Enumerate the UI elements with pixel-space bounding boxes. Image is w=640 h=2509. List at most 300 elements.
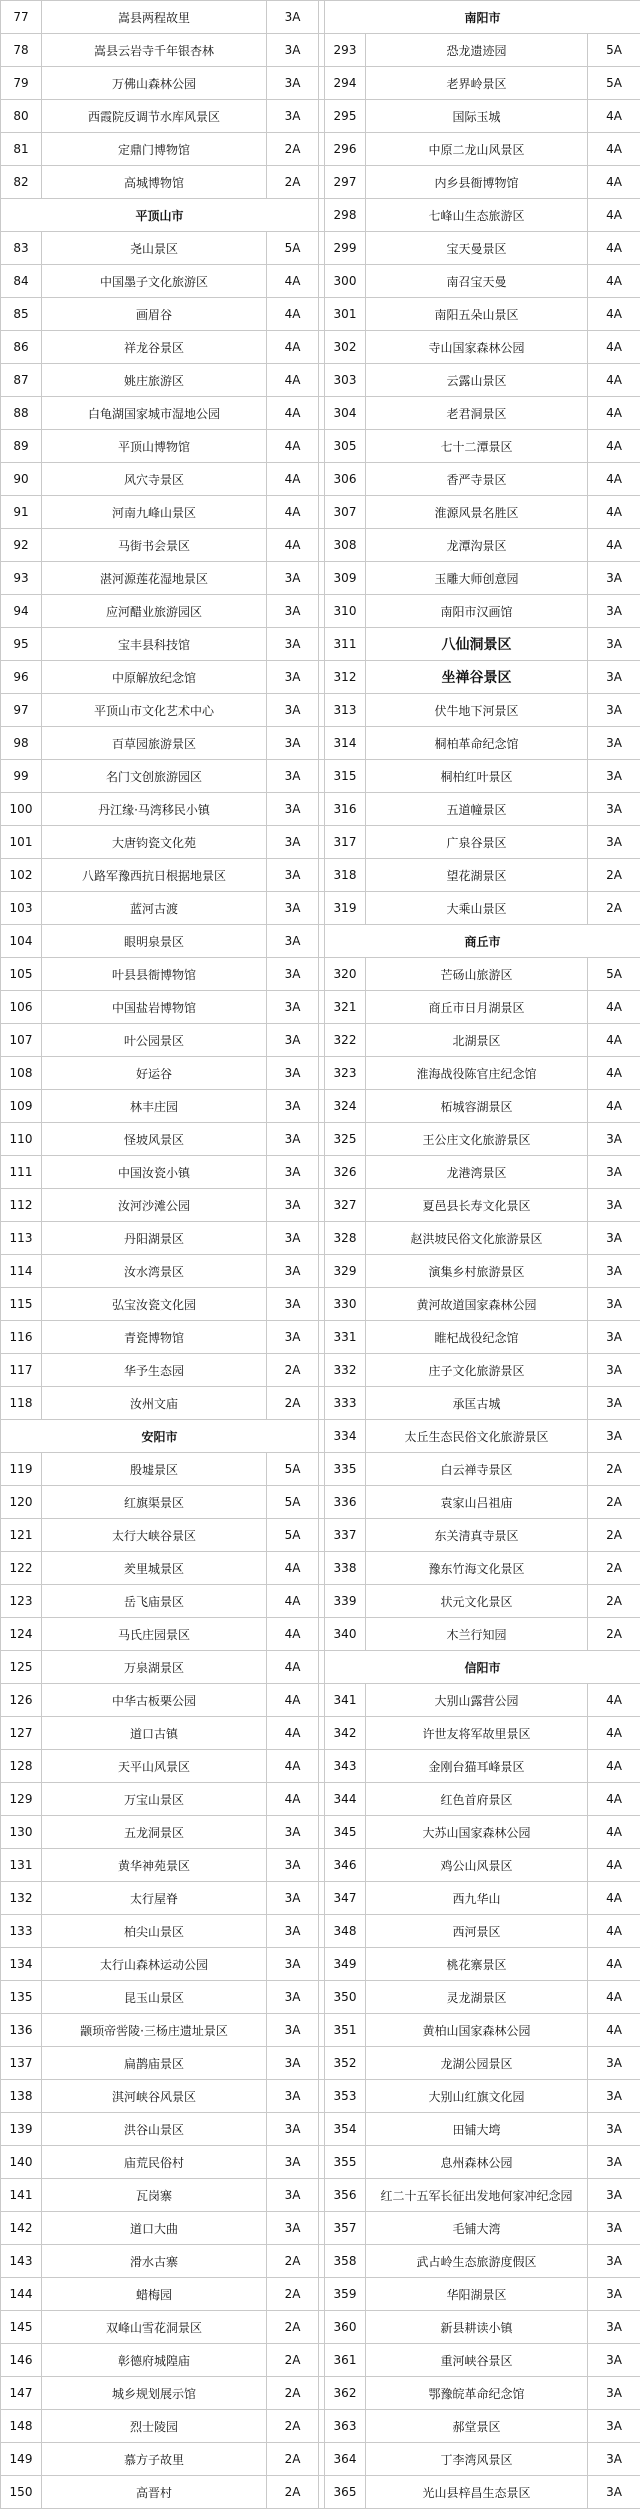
table-row <box>1 1816 640 1849</box>
row-number: 150 <box>1 2476 42 2509</box>
row-number: 349 <box>325 1948 366 1981</box>
table-row <box>1 2113 640 2146</box>
scenic-spot-level: 3A <box>267 1 319 34</box>
table-row <box>1 925 640 958</box>
scenic-spot-level: 3A <box>267 1981 319 2014</box>
scenic-spot-level: 3A <box>588 2278 640 2311</box>
scenic-spot-level: 3A <box>267 991 319 1024</box>
row-number: 94 <box>1 595 42 628</box>
table-row <box>1 1255 640 1288</box>
scenic-spot-name: 彰德府城隍庙 <box>42 2344 267 2377</box>
table-row <box>1 298 640 331</box>
row-number: 111 <box>1 1156 42 1189</box>
table-row <box>1 2311 640 2344</box>
row-number: 99 <box>1 760 42 793</box>
row-number: 128 <box>1 1750 42 1783</box>
scenic-spot-level: 4A <box>588 265 640 298</box>
scenic-spot-name: 风穴寺景区 <box>42 463 267 496</box>
scenic-spot-level: 3A <box>588 2080 640 2113</box>
scenic-spot-level: 4A <box>588 430 640 463</box>
scenic-spot-name: 龙湖公园景区 <box>366 2047 588 2080</box>
scenic-spot-level: 4A <box>588 1717 640 1750</box>
row-number: 314 <box>325 727 366 760</box>
row-number: 105 <box>1 958 42 991</box>
row-number: 297 <box>325 166 366 199</box>
scenic-spot-level: 2A <box>267 1354 319 1387</box>
scenic-spot-level: 4A <box>267 529 319 562</box>
table-row <box>1 1651 640 1684</box>
row-number: 138 <box>1 2080 42 2113</box>
table-row <box>1 1585 640 1618</box>
scenic-spot-level: 2A <box>588 859 640 892</box>
city-header: 安阳市 <box>1 1420 319 1453</box>
row-number: 346 <box>325 1849 366 1882</box>
scenic-spot-level: 4A <box>588 1057 640 1090</box>
scenic-spot-level: 2A <box>267 2410 319 2443</box>
scenic-spot-name: 状元文化景区 <box>366 1585 588 1618</box>
scenic-spot-level: 2A <box>267 2278 319 2311</box>
table-row <box>1 2047 640 2080</box>
scenic-spot-name: 华予生态园 <box>42 1354 267 1387</box>
scenic-spot-name: 东关清真寺景区 <box>366 1519 588 1552</box>
row-number: 80 <box>1 100 42 133</box>
row-number: 139 <box>1 2113 42 2146</box>
row-number: 359 <box>325 2278 366 2311</box>
scenic-spot-name: 昆玉山景区 <box>42 1981 267 2014</box>
row-number: 356 <box>325 2179 366 2212</box>
scenic-spot-level: 3A <box>267 2080 319 2113</box>
scenic-spot-name: 万佛山森林公园 <box>42 67 267 100</box>
scenic-spot-level: 3A <box>267 1948 319 1981</box>
scenic-spot-level: 4A <box>588 1948 640 1981</box>
scenic-spot-name: 赵洪坡民俗文化旅游景区 <box>366 1222 588 1255</box>
scenic-spot-level: 4A <box>267 1585 319 1618</box>
row-number: 309 <box>325 562 366 595</box>
scenic-spot-name: 鸡公山风景区 <box>366 1849 588 1882</box>
scenic-spot-level: 3A <box>588 595 640 628</box>
scenic-spot-level: 2A <box>267 133 319 166</box>
scenic-spot-level: 2A <box>267 2344 319 2377</box>
scenic-spot-level: 3A <box>267 2014 319 2047</box>
scenic-spot-level: 3A <box>267 2212 319 2245</box>
row-number: 149 <box>1 2443 42 2476</box>
row-number: 82 <box>1 166 42 199</box>
scenic-spot-level: 3A <box>267 925 319 958</box>
row-number: 133 <box>1 1915 42 1948</box>
row-number: 325 <box>325 1123 366 1156</box>
row-number: 134 <box>1 1948 42 1981</box>
scenic-spot-name: 光山县梓昌生态景区 <box>366 2476 588 2509</box>
table-row <box>1 529 640 562</box>
scenic-spot-name: 中原二龙山风景区 <box>366 133 588 166</box>
scenic-spot-level: 3A <box>588 760 640 793</box>
scenic-spot-level: 4A <box>588 1915 640 1948</box>
table-row <box>1 2212 640 2245</box>
row-number: 324 <box>325 1090 366 1123</box>
scenic-spot-level: 4A <box>267 1783 319 1816</box>
table-row <box>1 2410 640 2443</box>
scenic-spot-level: 3A <box>588 2311 640 2344</box>
scenic-spot-name: 望花湖景区 <box>366 859 588 892</box>
row-number: 93 <box>1 562 42 595</box>
scenic-spot-level: 4A <box>588 1684 640 1717</box>
scenic-spot-level: 3A <box>588 727 640 760</box>
scenic-spot-level: 4A <box>267 364 319 397</box>
scenic-spot-name: 演集乡村旅游景区 <box>366 1255 588 1288</box>
scenic-spot-name: 睢杞战役纪念馆 <box>366 1321 588 1354</box>
table-row <box>1 1420 640 1453</box>
table-row <box>1 133 640 166</box>
scenic-spot-name: 寺山国家森林公园 <box>366 331 588 364</box>
scenic-spot-name: 桃花寨景区 <box>366 1948 588 1981</box>
scenic-spot-level: 2A <box>588 1585 640 1618</box>
scenic-spot-level: 3A <box>588 1123 640 1156</box>
scenic-spot-name: 眼明泉景区 <box>42 925 267 958</box>
table-row <box>1 1717 640 1750</box>
row-number: 110 <box>1 1123 42 1156</box>
table-row <box>1 265 640 298</box>
scenic-spot-level: 3A <box>267 1222 319 1255</box>
table-row <box>1 1222 640 1255</box>
table-row <box>1 1486 640 1519</box>
table-row <box>1 2278 640 2311</box>
row-number: 323 <box>325 1057 366 1090</box>
table-row <box>1 694 640 727</box>
row-number: 107 <box>1 1024 42 1057</box>
scenic-spot-name: 怪坡风景区 <box>42 1123 267 1156</box>
row-number: 304 <box>325 397 366 430</box>
scenic-spot-level: 4A <box>588 1816 640 1849</box>
row-number: 298 <box>325 199 366 232</box>
scenic-spot-name: 慕方子故里 <box>42 2443 267 2476</box>
row-number: 340 <box>325 1618 366 1651</box>
row-number: 103 <box>1 892 42 925</box>
table-row <box>1 1552 640 1585</box>
scenic-spot-name: 七峰山生态旅游区 <box>366 199 588 232</box>
row-number: 316 <box>325 793 366 826</box>
row-number: 84 <box>1 265 42 298</box>
scenic-spot-name: 应河醋业旅游园区 <box>42 595 267 628</box>
scenic-spot-name: 百草园旅游景区 <box>42 727 267 760</box>
scenic-spot-level: 4A <box>588 1024 640 1057</box>
scenic-spot-level: 4A <box>267 1750 319 1783</box>
scenic-spot-name: 叶公园景区 <box>42 1024 267 1057</box>
scenic-spot-level: 3A <box>588 2410 640 2443</box>
table-row <box>1 562 640 595</box>
scenic-spot-name: 坐禅谷景区 <box>366 661 588 694</box>
table-row <box>1 2443 640 2476</box>
scenic-spot-name: 湛河源莲花湿地景区 <box>42 562 267 595</box>
scenic-spot-name: 国际玉城 <box>366 100 588 133</box>
row-number: 317 <box>325 826 366 859</box>
row-number: 102 <box>1 859 42 892</box>
row-number: 91 <box>1 496 42 529</box>
scenic-spot-level: 4A <box>588 463 640 496</box>
scenic-spot-level: 4A <box>588 364 640 397</box>
scenic-spot-name: 平顶山博物馆 <box>42 430 267 463</box>
scenic-spot-name: 庙荒民俗村 <box>42 2146 267 2179</box>
scenic-spot-level: 3A <box>267 694 319 727</box>
scenic-spot-level: 3A <box>267 1123 319 1156</box>
scenic-spot-name: 殷墟景区 <box>42 1453 267 1486</box>
scenic-spot-level: 3A <box>267 2146 319 2179</box>
row-number: 303 <box>325 364 366 397</box>
table-row <box>1 1024 640 1057</box>
scenic-spot-name: 豫东竹海文化景区 <box>366 1552 588 1585</box>
table-row <box>1 661 640 694</box>
row-number: 135 <box>1 1981 42 2014</box>
table-row <box>1 199 640 232</box>
scenic-spot-level: 4A <box>267 1684 319 1717</box>
scenic-spot-name: 许世友将军故里景区 <box>366 1717 588 1750</box>
scenic-spot-level: 3A <box>588 2344 640 2377</box>
scenic-spot-name: 伏牛地下河景区 <box>366 694 588 727</box>
row-number: 120 <box>1 1486 42 1519</box>
scenic-spot-name: 蓝河古渡 <box>42 892 267 925</box>
scenic-spot-name: 金刚台猫耳峰景区 <box>366 1750 588 1783</box>
row-number: 89 <box>1 430 42 463</box>
scenic-spot-level: 3A <box>588 2245 640 2278</box>
scenic-spot-name: 太行山森林运动公园 <box>42 1948 267 1981</box>
row-number: 299 <box>325 232 366 265</box>
scenic-spot-name: 黄柏山国家森林公园 <box>366 2014 588 2047</box>
row-number: 333 <box>325 1387 366 1420</box>
scenic-spot-name: 祥龙谷景区 <box>42 331 267 364</box>
scenic-spot-level: 3A <box>267 1024 319 1057</box>
scenic-spot-level: 3A <box>588 2377 640 2410</box>
row-number: 320 <box>325 958 366 991</box>
row-number: 121 <box>1 1519 42 1552</box>
scenic-spot-name: 嵩县两程故里 <box>42 1 267 34</box>
scenic-spot-name: 老君洞景区 <box>366 397 588 430</box>
scenic-spot-level: 3A <box>267 1321 319 1354</box>
table-row <box>1 1354 640 1387</box>
row-number: 319 <box>325 892 366 925</box>
scenic-spot-level: 3A <box>267 595 319 628</box>
table-row <box>1 1321 640 1354</box>
scenic-spot-level: 4A <box>588 1849 640 1882</box>
row-number: 338 <box>325 1552 366 1585</box>
row-number: 108 <box>1 1057 42 1090</box>
row-number: 328 <box>325 1222 366 1255</box>
scenic-spot-level: 3A <box>588 1156 640 1189</box>
scenic-spot-level: 2A <box>588 1552 640 1585</box>
scenic-spot-name: 道口古镇 <box>42 1717 267 1750</box>
row-number: 358 <box>325 2245 366 2278</box>
scenic-spot-level: 3A <box>267 562 319 595</box>
scenic-spot-level: 4A <box>588 991 640 1024</box>
scenic-spot-level: 3A <box>267 1288 319 1321</box>
table-row <box>1 859 640 892</box>
scenic-spot-name: 名门文创旅游园区 <box>42 760 267 793</box>
scenic-spot-level: 2A <box>267 2311 319 2344</box>
row-number: 137 <box>1 2047 42 2080</box>
row-number: 308 <box>325 529 366 562</box>
row-number: 141 <box>1 2179 42 2212</box>
scenic-spot-name: 八路军豫西抗日根据地景区 <box>42 859 267 892</box>
row-number: 334 <box>325 1420 366 1453</box>
row-number: 106 <box>1 991 42 1024</box>
scenic-spot-level: 3A <box>267 892 319 925</box>
scenic-spot-name: 扁鹊庙景区 <box>42 2047 267 2080</box>
scenic-spot-name: 中国汝瓷小镇 <box>42 1156 267 1189</box>
scenic-spot-name: 马街书会景区 <box>42 529 267 562</box>
scenic-spot-name: 滑水古寨 <box>42 2245 267 2278</box>
row-number: 124 <box>1 1618 42 1651</box>
row-number: 83 <box>1 232 42 265</box>
table-row <box>1 1453 640 1486</box>
table-row <box>1 1684 640 1717</box>
row-number: 148 <box>1 2410 42 2443</box>
scenic-spot-level: 2A <box>588 892 640 925</box>
table-row <box>1 2146 640 2179</box>
scenic-spot-level: 3A <box>588 2179 640 2212</box>
scenic-spot-name: 武占岭生态旅游度假区 <box>366 2245 588 2278</box>
row-number: 85 <box>1 298 42 331</box>
scenic-spot-level: 3A <box>267 793 319 826</box>
scenic-spot-name: 黄河故道国家森林公园 <box>366 1288 588 1321</box>
scenic-spot-name: 汝水湾景区 <box>42 1255 267 1288</box>
table-row <box>1 1981 640 2014</box>
row-number: 144 <box>1 2278 42 2311</box>
scenic-spot-level: 3A <box>267 67 319 100</box>
scenic-spot-level: 4A <box>588 2014 640 2047</box>
scenic-spot-level: 3A <box>588 2047 640 2080</box>
scenic-spot-name: 叶县县衙博物馆 <box>42 958 267 991</box>
scenic-spot-name: 青瓷博物馆 <box>42 1321 267 1354</box>
scenic-spot-level: 4A <box>267 265 319 298</box>
scenic-spot-name: 淮源风景名胜区 <box>366 496 588 529</box>
table-row <box>1 100 640 133</box>
row-number: 318 <box>325 859 366 892</box>
scenic-spot-level: 4A <box>588 1981 640 2014</box>
scenic-spot-name: 柏尖山景区 <box>42 1915 267 1948</box>
row-number: 109 <box>1 1090 42 1123</box>
scenic-spot-level: 4A <box>267 1618 319 1651</box>
row-number: 77 <box>1 1 42 34</box>
row-number: 117 <box>1 1354 42 1387</box>
scenic-spot-level: 3A <box>588 1321 640 1354</box>
row-number: 360 <box>325 2311 366 2344</box>
row-number: 361 <box>325 2344 366 2377</box>
scenic-spot-name: 双峰山雪花洞景区 <box>42 2311 267 2344</box>
scenic-spot-name: 田铺大塆 <box>366 2113 588 2146</box>
scenic-spot-name: 宝丰县科技馆 <box>42 628 267 661</box>
row-number: 104 <box>1 925 42 958</box>
scenic-spot-level: 3A <box>267 661 319 694</box>
row-number: 357 <box>325 2212 366 2245</box>
row-number: 112 <box>1 1189 42 1222</box>
scenic-spot-level: 3A <box>267 1189 319 1222</box>
row-number: 329 <box>325 1255 366 1288</box>
scenic-spot-level: 4A <box>588 232 640 265</box>
table-row <box>1 1618 640 1651</box>
scenic-spot-name: 中国墨子文化旅游区 <box>42 265 267 298</box>
scenic-spot-level: 3A <box>588 1222 640 1255</box>
scenic-spot-name: 商丘市日月湖景区 <box>366 991 588 1024</box>
scenic-spot-name: 庄子文化旅游景区 <box>366 1354 588 1387</box>
scenic-spot-level: 3A <box>267 34 319 67</box>
row-number: 322 <box>325 1024 366 1057</box>
scenic-spot-name: 广泉谷景区 <box>366 826 588 859</box>
scenic-spot-name: 丹阳湖景区 <box>42 1222 267 1255</box>
scenic-spot-name: 大别山红旗文化园 <box>366 2080 588 2113</box>
table-row <box>1 2179 640 2212</box>
scenic-spot-name: 芒砀山旅游区 <box>366 958 588 991</box>
row-number: 115 <box>1 1288 42 1321</box>
scenic-spot-level: 5A <box>588 34 640 67</box>
row-number: 119 <box>1 1453 42 1486</box>
row-number: 348 <box>325 1915 366 1948</box>
scenic-spot-name: 西河景区 <box>366 1915 588 1948</box>
scenic-spot-level: 5A <box>267 1519 319 1552</box>
table-row <box>1 34 640 67</box>
row-number: 301 <box>325 298 366 331</box>
scenic-spot-name: 南阳市汉画馆 <box>366 595 588 628</box>
row-number: 341 <box>325 1684 366 1717</box>
table-row <box>1 2377 640 2410</box>
scenic-spot-name: 息州森林公园 <box>366 2146 588 2179</box>
scenic-spot-name: 柘城容湖景区 <box>366 1090 588 1123</box>
scenic-spot-name: 红旗渠景区 <box>42 1486 267 1519</box>
scenic-spot-name: 画眉谷 <box>42 298 267 331</box>
scenic-spot-level: 3A <box>267 2179 319 2212</box>
table-row <box>1 1915 640 1948</box>
table-row <box>1 1057 640 1090</box>
table-row <box>1 463 640 496</box>
scenic-spot-name: 尧山景区 <box>42 232 267 265</box>
row-number: 364 <box>325 2443 366 2476</box>
scenic-spot-level: 4A <box>588 100 640 133</box>
row-number: 96 <box>1 661 42 694</box>
scenic-spot-name: 桐柏革命纪念馆 <box>366 727 588 760</box>
city-header: 商丘市 <box>325 925 640 958</box>
scenic-spot-name: 中原解放纪念馆 <box>42 661 267 694</box>
row-number: 116 <box>1 1321 42 1354</box>
scenic-spot-level: 3A <box>267 1882 319 1915</box>
scenic-spot-name: 岳飞庙景区 <box>42 1585 267 1618</box>
table-row <box>1 1882 640 1915</box>
scenic-spot-name: 桐柏红叶景区 <box>366 760 588 793</box>
scenic-spot-name: 高晋村 <box>42 2476 267 2509</box>
table-row <box>1 331 640 364</box>
table-row <box>1 2344 640 2377</box>
row-number: 142 <box>1 2212 42 2245</box>
row-number: 355 <box>325 2146 366 2179</box>
row-number: 101 <box>1 826 42 859</box>
row-number: 306 <box>325 463 366 496</box>
scenic-spot-level: 5A <box>267 232 319 265</box>
row-number: 327 <box>325 1189 366 1222</box>
scenic-spot-name: 中华古板栗公园 <box>42 1684 267 1717</box>
scenic-spot-name: 王公庄文化旅游景区 <box>366 1123 588 1156</box>
scenic-spot-level: 3A <box>588 2443 640 2476</box>
row-number: 339 <box>325 1585 366 1618</box>
scenic-spot-level: 3A <box>588 2146 640 2179</box>
scenic-spot-level: 4A <box>588 133 640 166</box>
scenic-spot-level: 4A <box>267 298 319 331</box>
scenic-spot-name: 道口大曲 <box>42 2212 267 2245</box>
scenic-spot-name: 河南九峰山景区 <box>42 496 267 529</box>
row-number: 326 <box>325 1156 366 1189</box>
row-number: 302 <box>325 331 366 364</box>
row-number: 335 <box>325 1453 366 1486</box>
scenic-spot-level: 3A <box>267 1255 319 1288</box>
table-row <box>1 991 640 1024</box>
scenic-spot-level: 3A <box>267 100 319 133</box>
scenic-spot-level: 3A <box>267 1057 319 1090</box>
scenic-spot-name: 高城博物馆 <box>42 166 267 199</box>
